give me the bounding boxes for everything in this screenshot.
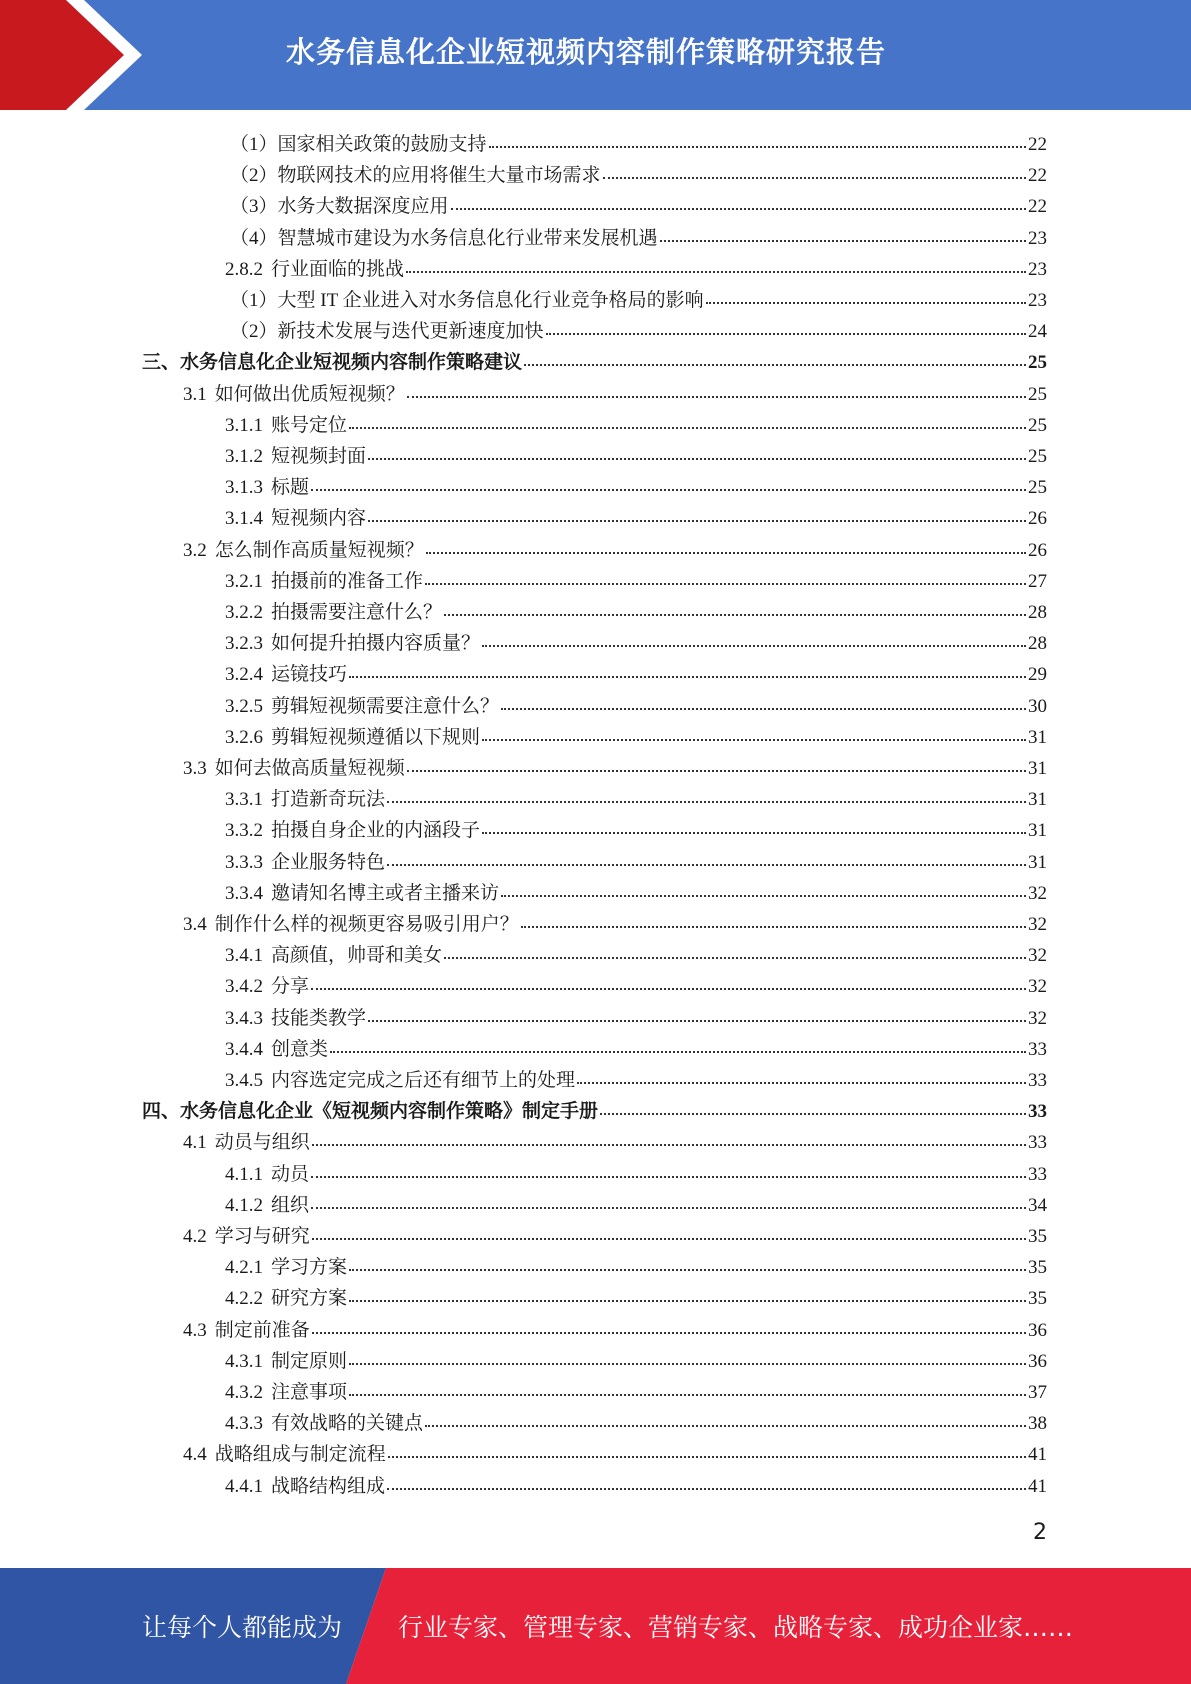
toc-entry-title: 有效战略的关键点	[271, 1413, 424, 1435]
toc-entry-title: 新技术发展与迭代更新速度加快	[277, 321, 544, 343]
toc-leader-dots	[501, 688, 1026, 710]
toc-entry-page: 33	[1028, 1038, 1047, 1060]
toc-entry[interactable]	[183, 1126, 1047, 1157]
toc-entry[interactable]	[225, 502, 1047, 533]
toc-entry-title: 动员	[271, 1163, 310, 1185]
toc-entry[interactable]	[225, 658, 1047, 689]
toc-leader-dots	[368, 500, 1026, 522]
toc-entry[interactable]	[225, 846, 1047, 877]
toc-entry-number: 3.4	[183, 914, 207, 935]
toc-entry[interactable]	[183, 534, 1047, 565]
toc-entry-title: 拍摄需要注意什么？	[271, 602, 443, 623]
toc-entry-title: 拍摄前的准备工作	[271, 570, 424, 592]
toc-entry-title: 运镜技巧	[271, 664, 348, 686]
toc-entry-title: 创意类	[271, 1038, 329, 1060]
toc-entry[interactable]	[225, 1064, 1047, 1095]
toc-entry-page: 31	[1028, 820, 1047, 842]
toc-leader-dots	[387, 844, 1026, 866]
toc-entry-number: 3.2.4	[225, 664, 263, 686]
toc-entry[interactable]	[183, 1438, 1047, 1469]
toc-leader-dots	[521, 906, 1026, 928]
toc-entry[interactable]	[230, 128, 1047, 159]
toc-entry-page: 32	[1028, 1007, 1047, 1029]
toc-entry-number: （1）	[230, 134, 278, 155]
toc-entry[interactable]	[230, 284, 1047, 315]
toc-entry-page: 31	[1028, 726, 1047, 748]
page-footer	[0, 1568, 1191, 1684]
page-number: 2	[1033, 1520, 1047, 1545]
toc-entry-title: 分享	[271, 976, 310, 998]
toc-entry-title: 国家相关政策的鼓励支持	[277, 134, 487, 155]
toc-entry-number: 3.2.5	[225, 695, 263, 717]
toc-entry-page: 37	[1028, 1382, 1047, 1403]
toc-entry-number: 3.3.1	[225, 789, 263, 811]
toc-leader-dots	[482, 719, 1026, 741]
toc-entry-title: 账号定位	[271, 414, 348, 436]
toc-entry-page: 28	[1028, 602, 1047, 623]
toc-entry-title: 剪辑短视频遵循以下规则	[271, 726, 481, 748]
toc-entry[interactable]	[225, 440, 1047, 471]
toc-entry-number: 4.4	[183, 1444, 207, 1466]
toc-entry-title: 打造新奇玩法	[271, 789, 386, 811]
toc-entry-title: 邀请知名博主或者主播来访	[271, 882, 500, 904]
toc-entry[interactable]	[142, 346, 1047, 377]
toc-entry[interactable]	[225, 877, 1047, 908]
toc-entry-number: 4.3	[183, 1319, 207, 1341]
toc-entry-page: 25	[1028, 414, 1047, 436]
toc-entry-page: 25	[1028, 352, 1047, 374]
toc-entry-number: 4.3.2	[225, 1382, 263, 1403]
toc-entry[interactable]	[225, 1002, 1047, 1033]
toc-entry[interactable]	[225, 690, 1047, 721]
toc-entry-number: 4.3.1	[225, 1350, 263, 1372]
toc-entry-page: 33	[1028, 1101, 1047, 1123]
toc-entry[interactable]	[225, 1189, 1047, 1220]
toc-leader-dots	[312, 1218, 1026, 1240]
toc-entry[interactable]	[225, 1345, 1047, 1376]
toc-leader-dots	[482, 812, 1026, 834]
toc-leader-dots	[425, 563, 1026, 585]
toc-leader-dots	[387, 1468, 1026, 1490]
toc-entry-page: 33	[1028, 1132, 1047, 1154]
toc-entry-page: 23	[1028, 258, 1047, 280]
toc-entry-number: （2）	[230, 321, 278, 343]
toc-entry[interactable]	[183, 1220, 1047, 1251]
toc-entry-page: 26	[1028, 508, 1047, 530]
toc-entry-number: 3.4.4	[225, 1038, 263, 1060]
toc-entry[interactable]	[230, 190, 1047, 221]
toc-entry-number: 4.2.2	[225, 1288, 263, 1310]
toc-entry[interactable]	[230, 315, 1047, 346]
toc-entry[interactable]	[225, 1033, 1047, 1064]
toc-entry[interactable]	[225, 939, 1047, 970]
toc-entry-number: 三、	[142, 352, 181, 374]
toc-entry[interactable]	[142, 1095, 1047, 1126]
toc-entry-title: 内容选定完成之后还有细节上的处理	[271, 1070, 576, 1091]
toc-entry[interactable]	[230, 222, 1047, 253]
toc-entry-page: 22	[1028, 196, 1047, 218]
toc-entry-number: 3.2.2	[225, 602, 263, 623]
toc-entry[interactable]	[183, 752, 1047, 783]
report-title: 水务信息化企业短视频内容制作策略研究报告	[286, 34, 887, 69]
toc-entry-title: 如何提升拍摄内容质量？	[271, 633, 481, 655]
toc-entry[interactable]	[225, 970, 1047, 1001]
toc-leader-dots	[368, 438, 1026, 460]
toc-entry-title: 标题	[271, 477, 310, 499]
toc-leader-dots	[603, 157, 1026, 179]
toc-leader-dots	[388, 1436, 1026, 1458]
toc-entry-title: 智慧城市建设为水务信息化行业带来发展机遇	[277, 227, 658, 249]
toc-leader-dots	[451, 188, 1026, 210]
toc-entry-page: 31	[1028, 851, 1047, 873]
toc-entry-number: （4）	[230, 227, 278, 249]
toc-entry[interactable]	[225, 1470, 1047, 1501]
toc-leader-dots	[482, 625, 1026, 647]
toc-entry-page: 35	[1028, 1226, 1047, 1247]
toc-entry-title: 如何做出优质短视频？	[214, 383, 405, 405]
toc-entry-page: 26	[1028, 539, 1047, 561]
toc-leader-dots	[489, 126, 1026, 148]
toc-entry-number: （3）	[230, 196, 278, 218]
toc-leader-dots	[349, 407, 1026, 429]
toc-entry-title: 怎么制作高质量短视频？	[214, 539, 424, 561]
toc-entry-title: 企业服务特色	[271, 851, 386, 873]
toc-entry-title: 研究方案	[271, 1288, 348, 1310]
toc-entry-page: 36	[1028, 1350, 1047, 1372]
toc-entry-page: 36	[1028, 1319, 1047, 1341]
toc-entry-title: 制定前准备	[214, 1319, 310, 1341]
toc-entry-number: 4.1	[183, 1132, 207, 1154]
toc-entry-page: 25	[1028, 446, 1047, 467]
toc-entry-number: 3.4.5	[225, 1070, 263, 1091]
toc-entry-page: 33	[1028, 1163, 1047, 1185]
toc-entry[interactable]	[183, 908, 1047, 939]
toc-entry-page: 23	[1028, 227, 1047, 249]
toc-leader-dots	[706, 282, 1026, 304]
toc-entry-title: 注意事项	[271, 1382, 348, 1403]
toc-entry-page: 32	[1028, 882, 1047, 904]
toc-leader-dots	[444, 937, 1026, 959]
toc-entry[interactable]	[225, 596, 1047, 627]
toc-entry-page: 25	[1028, 477, 1047, 499]
toc-entry-title: 技能类教学	[271, 1007, 367, 1029]
toc-entry[interactable]	[225, 721, 1047, 752]
toc-leader-dots	[349, 1280, 1026, 1302]
toc-leader-dots	[577, 1062, 1026, 1084]
toc-entry-title: 战略组成与制定流程	[214, 1444, 386, 1466]
footer-slogan-right: 行业专家、管理专家、营销专家、战略专家、成功企业家……	[398, 1613, 1074, 1642]
toc-leader-dots	[368, 1000, 1026, 1022]
toc-entry-page: 38	[1028, 1413, 1047, 1435]
toc-leader-dots	[444, 594, 1026, 616]
toc-leader-dots	[600, 1093, 1026, 1115]
toc-entry-title: 高颜值，帅哥和美女	[271, 945, 443, 967]
toc-entry-title: 短视频内容	[271, 508, 367, 530]
toc-entry[interactable]	[225, 1282, 1047, 1313]
toc-entry-number: 3.4.3	[225, 1007, 263, 1029]
toc-entry-title: 物联网技术的应用将催生大量市场需求	[277, 165, 601, 187]
toc-entry-number: 3.3.4	[225, 882, 263, 904]
toc-entry-number: 4.4.1	[225, 1475, 263, 1497]
toc-entry-number: 4.1.2	[225, 1194, 263, 1216]
toc-entry-number: 3.2.6	[225, 726, 263, 748]
toc-leader-dots	[660, 220, 1026, 242]
toc-entry[interactable]	[225, 565, 1047, 596]
toc-entry-page: 32	[1028, 945, 1047, 967]
toc-entry-page: 23	[1028, 290, 1047, 311]
toc-leader-dots	[312, 1124, 1026, 1146]
toc-entry-number: 3.4.2	[225, 976, 263, 998]
toc-entry-title: 剪辑短视频需要注意什么？	[271, 695, 500, 717]
toc-entry-number: 4.2.1	[225, 1257, 263, 1279]
toc-entry[interactable]	[230, 159, 1047, 190]
toc-entry-number: 3.2.1	[225, 570, 263, 592]
toc-entry-number: 四、	[142, 1101, 181, 1123]
toc-leader-dots	[311, 1187, 1026, 1209]
toc-entry-page: 25	[1028, 383, 1047, 405]
toc-entry[interactable]	[225, 409, 1047, 440]
toc-entry-page: 32	[1028, 914, 1047, 935]
toc-entry-page: 27	[1028, 570, 1047, 592]
toc-entry-page: 31	[1028, 789, 1047, 811]
toc-entry-page: 41	[1028, 1444, 1047, 1466]
toc-entry-title: 水务信息化企业短视频内容制作策略建议	[180, 352, 523, 374]
toc-entry-number: 3.4.1	[225, 945, 263, 967]
toc-entry-title: 战略结构组成	[271, 1475, 386, 1497]
toc-leader-dots	[312, 1312, 1026, 1334]
toc-entry-number: 4.1.1	[225, 1163, 263, 1185]
toc-leader-dots	[501, 875, 1026, 897]
toc-entry[interactable]	[225, 814, 1047, 845]
toc-entry-page: 31	[1028, 758, 1047, 779]
toc-entry[interactable]	[183, 378, 1047, 409]
toc-entry-number: 3.2.3	[225, 633, 263, 655]
toc-entry-title: 水务信息化企业《短视频内容制作策略》制定手册	[180, 1101, 599, 1123]
toc-entry-title: 拍摄自身企业的内涵段子	[271, 820, 481, 842]
toc-entry[interactable]	[225, 1251, 1047, 1282]
toc-entry[interactable]	[225, 1407, 1047, 1438]
toc-entry-page: 28	[1028, 633, 1047, 655]
toc-entry[interactable]	[183, 1314, 1047, 1345]
toc-leader-dots	[311, 968, 1026, 990]
toc-entry-number: 3.2	[183, 539, 207, 561]
toc-entry-number: （1）	[230, 290, 278, 311]
toc-entry[interactable]	[225, 1376, 1047, 1407]
toc-entry-number: 4.2	[183, 1226, 207, 1247]
toc-entry-number: （2）	[230, 165, 278, 187]
toc-entry-number: 3.1.3	[225, 477, 263, 499]
toc-leader-dots	[387, 781, 1026, 803]
toc-entry-number: 3.3	[183, 758, 207, 779]
toc-entry-number: 3.1.1	[225, 414, 263, 436]
toc-leader-dots	[524, 344, 1026, 366]
toc-leader-dots	[407, 376, 1026, 398]
toc-leader-dots	[426, 532, 1026, 554]
toc-entry-page: 24	[1028, 321, 1047, 343]
toc-entry-title: 组织	[271, 1194, 310, 1216]
toc-entry[interactable]	[225, 253, 1047, 284]
toc-leader-dots	[349, 1374, 1026, 1396]
toc-entry-page: 41	[1028, 1475, 1047, 1497]
toc-entry-title: 水务大数据深度应用	[277, 196, 449, 218]
toc-entry-number: 2.8.2	[225, 258, 263, 280]
red-chevron-decoration	[0, 0, 180, 110]
toc-entry-page: 34	[1028, 1194, 1047, 1216]
page-header	[0, 0, 1191, 110]
toc-entry-title: 制作什么样的视频更容易吸引用户？	[214, 914, 519, 935]
toc-entry-page: 32	[1028, 976, 1047, 998]
toc-entry-page: 33	[1028, 1070, 1047, 1091]
toc-entry-title: 制定原则	[271, 1350, 348, 1372]
toc-leader-dots	[349, 1249, 1026, 1271]
toc-entry-page: 22	[1028, 134, 1047, 155]
toc-leader-dots	[546, 313, 1026, 335]
toc-leader-dots	[406, 251, 1026, 273]
toc-entry-title: 行业面临的挑战	[271, 258, 405, 280]
toc-entry-page: 29	[1028, 664, 1047, 686]
toc-entry-title: 动员与组织	[214, 1132, 310, 1154]
toc-entry-title: 学习与研究	[214, 1226, 310, 1247]
toc-entry-page: 35	[1028, 1257, 1047, 1279]
toc-entry-number: 3.1.4	[225, 508, 263, 530]
toc-entry-number: 4.3.3	[225, 1413, 263, 1435]
toc-entry-page: 30	[1028, 695, 1047, 717]
toc-entry[interactable]	[225, 783, 1047, 814]
toc-leader-dots	[311, 1156, 1026, 1178]
footer-slogan-left: 让每个人都能成为	[142, 1613, 343, 1642]
toc-leader-dots	[349, 656, 1026, 678]
toc-entry-number: 3.1.2	[225, 446, 263, 467]
toc-entry-title: 如何去做高质量短视频	[214, 758, 405, 779]
toc-leader-dots	[330, 1031, 1026, 1053]
toc-entry-page: 35	[1028, 1288, 1047, 1310]
toc-leader-dots	[425, 1405, 1026, 1427]
toc-entry-number: 3.3.2	[225, 820, 263, 842]
toc-entry[interactable]	[225, 627, 1047, 658]
toc-entry[interactable]	[225, 1158, 1047, 1189]
toc-entry-title: 大型 IT 企业进入对水务信息化行业竞争格局的影响	[277, 290, 704, 311]
toc-entry-title: 短视频封面	[271, 446, 367, 467]
toc-entry-page: 22	[1028, 165, 1047, 187]
toc-leader-dots	[349, 1343, 1026, 1365]
toc-entry-number: 3.3.3	[225, 851, 263, 873]
toc-entry-title: 学习方案	[271, 1257, 348, 1279]
toc-entry-number: 3.1	[183, 383, 207, 405]
toc-entry[interactable]	[225, 471, 1047, 502]
toc-leader-dots	[311, 469, 1026, 491]
toc-leader-dots	[407, 750, 1026, 772]
